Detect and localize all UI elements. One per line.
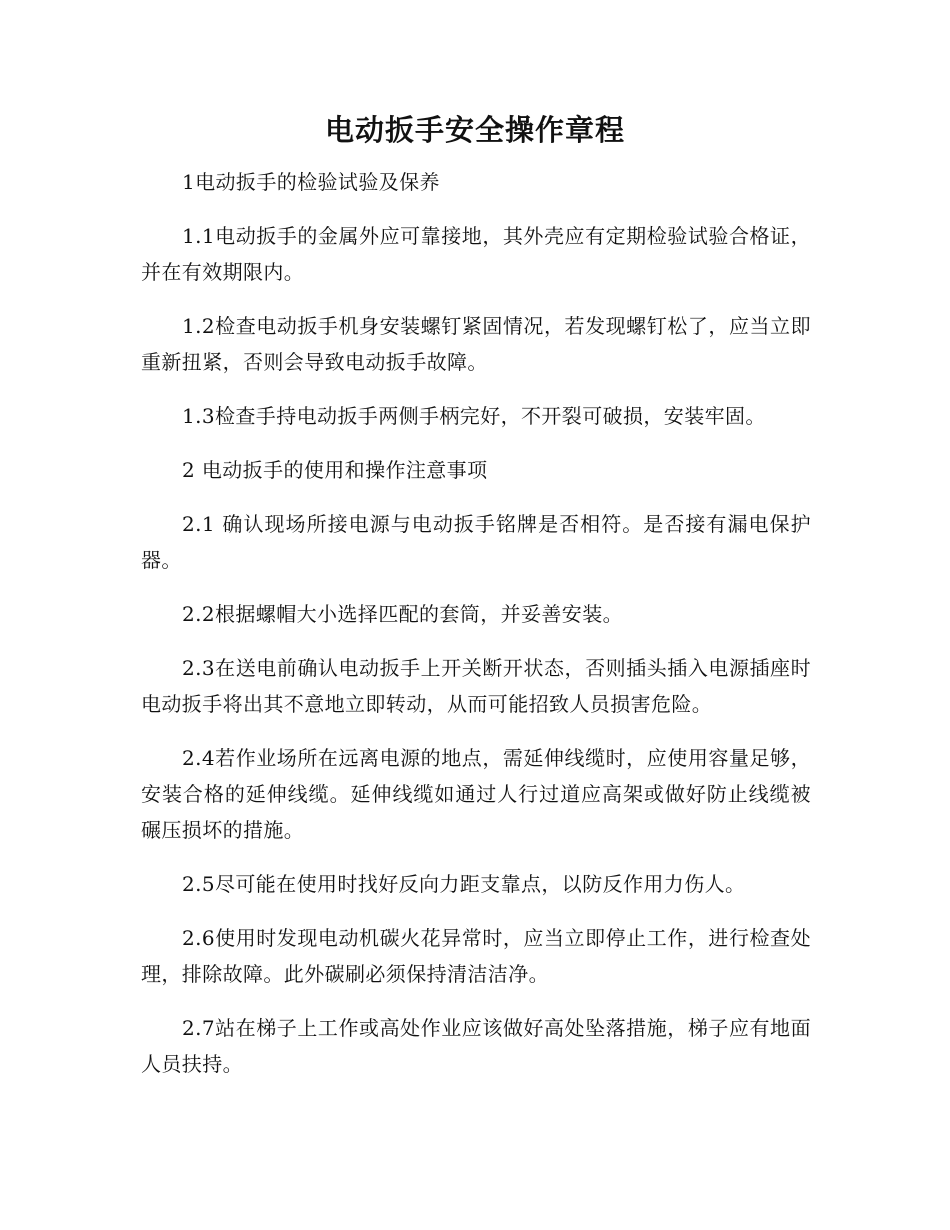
paragraph-1-3: 1.3检查手持电动扳手两侧手柄完好，不开裂可破损，安装牢固。 (182, 404, 766, 428)
paragraph-1-1: 1.1电动扳手的金属外应可靠接地，其外壳应有定期检验试验合格证，并在有效期限内。 (141, 224, 811, 284)
paragraph-2-1: 2.1 确认现场所接电源与电动扳手铭牌是否相符。是否接有漏电保护器。 (141, 512, 811, 572)
paragraph-2-4: 2.4若作业场所在远离电源的地点，需延伸线缆时，应使用容量足够，安装合格的延伸线缆。延伸线缆如通过人行过道应高架或做好防止线缆被碾压损坏的措施。 (141, 746, 811, 842)
document-title: 电动扳手安全操作章程 (324, 113, 625, 147)
paragraph-1-2: 1.2检查电动扳手机身安装螺钉紧固情况，若发现螺钉松了，应当立即重新扭紧，否则会导致电动扳手故障。 (141, 314, 811, 374)
paragraph-2-2: 2.2根据螺帽大小选择匹配的套筒，并妥善安装。 (182, 602, 624, 626)
paragraph-2-3: 2.3在送电前确认电动扳手上开关断开状态，否则插头插入电源插座时电动扳手将出其不意地立即转动，从而可能招致人员损害危险。 (141, 656, 811, 716)
document-body (141, 164, 811, 1100)
paragraph-2-5: 2.5尽可能在使用时找好反向力距支靠点，以防反作用力伤人。 (182, 872, 746, 896)
section-heading-1: 1电动扳手的检验试验及保养 (182, 170, 440, 194)
section-heading-2: 2 电动扳手的使用和操作注意事项 (182, 458, 488, 482)
paragraph-2-7: 2.7站在梯子上工作或高处作业应该做好高处坠落措施，梯子应有地面人员扶持。 (141, 1016, 811, 1076)
paragraph-2-6: 2.6使用时发现电动机碳火花异常时，应当立即停止工作，进行检查处理，排除故障。此外碳刷必须保持清洁洁净。 (141, 926, 811, 986)
